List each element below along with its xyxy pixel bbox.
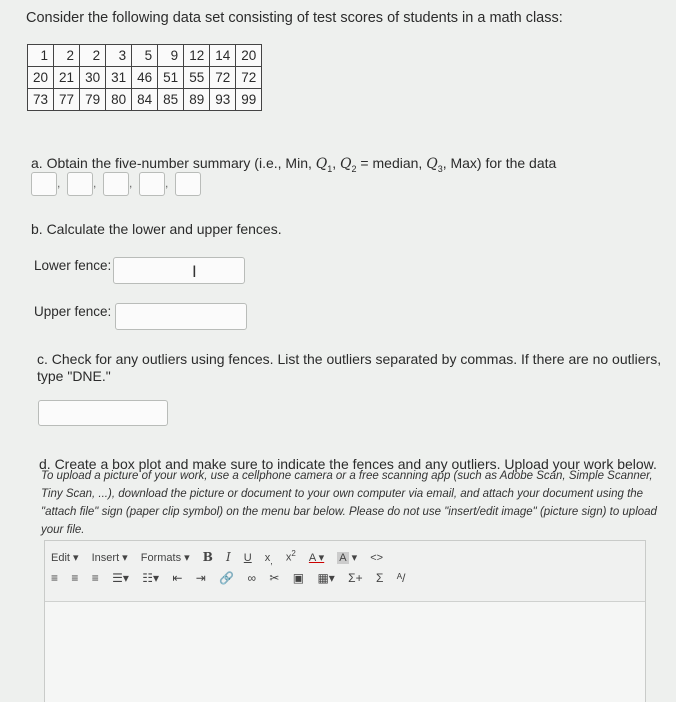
part-c-question: c. Check for any outliers using fences. List the outliers separated by commas. If there are no outliers, type "DNE." [37, 351, 662, 384]
table-cell: 3 [106, 45, 132, 67]
part-a-question: a. Obtain the five-number summary (i.e., Min, $Q_1$, $Q_2$ = median, $Q_3$, Max) for the data [31, 155, 557, 174]
highlight-color-icon[interactable]: A ▾ [339, 551, 358, 564]
format-bar [51, 571, 415, 585]
table-cell: 80 [106, 89, 132, 111]
table-cell: 20 [236, 45, 262, 67]
table-cell: 46 [132, 67, 158, 89]
table-cell: 84 [132, 89, 158, 111]
sigma-icon[interactable]: Σ [375, 571, 384, 585]
table-cell: 89 [184, 89, 210, 111]
bullet-list-icon[interactable]: ☰▾ [112, 571, 129, 585]
editor-content-area[interactable] [45, 601, 645, 702]
table-cell: 30 [80, 67, 106, 89]
table-cell: 20 [28, 67, 54, 89]
chemistry-icon[interactable]: ᴬ/ [396, 571, 406, 585]
table-cell: 21 [54, 67, 80, 89]
table-row [28, 67, 262, 89]
rich-text-editor [44, 540, 646, 702]
align-right-icon[interactable]: ≡ [91, 571, 99, 585]
align-left-icon[interactable]: ≡ [51, 571, 59, 585]
table-cell: 72 [236, 67, 262, 89]
table-row [28, 45, 262, 67]
table-cell: 99 [236, 89, 262, 111]
lower-fence-input[interactable] [113, 257, 245, 284]
table-icon[interactable]: ▦▾ [317, 571, 335, 585]
text-color-icon[interactable]: A ▾ [308, 551, 325, 564]
text-cursor-icon: I [192, 262, 197, 281]
table-cell: 31 [106, 67, 132, 89]
table-cell: 2 [54, 45, 80, 67]
upper-fence-input[interactable] [115, 303, 247, 330]
table-cell: 93 [210, 89, 236, 111]
subscript-icon[interactable]: $x_,$ [264, 551, 273, 566]
intro-text: Consider the following data set consisting of test scores of students in a math class: [26, 10, 563, 26]
table-row [28, 89, 262, 111]
insert-image-icon[interactable]: ▣ [292, 571, 305, 585]
bold-icon[interactable]: B [202, 549, 213, 564]
unlink-icon[interactable]: ✂ [269, 571, 280, 585]
menu-bar [51, 549, 393, 566]
part-b-question: b. Calculate the lower and upper fences. [31, 221, 282, 237]
edit-menu[interactable]: Edit ▾ [51, 551, 79, 564]
indent-icon[interactable]: ⇥ [195, 571, 206, 585]
formats-menu[interactable]: Formats ▾ [140, 551, 190, 564]
superscript-icon[interactable]: $x^2$ [285, 549, 296, 564]
part-d-question: d. Create a box plot and make sure to indicate the fences and any outliers. Upload your work below. [39, 456, 657, 472]
code-icon[interactable]: <> [370, 551, 384, 564]
upload-instructions: To upload a picture of your work, use a cellphone camera or a free scanning app (such as Adobe Scan, Simple Scanner, Tiny Scan, ...), download the picture or document to your own computer via email, and attach your document using the "attach file" sign (paper clip symbol) on the menu bar below. Please do not use "insert/edit image" (picture sign) to upload your file. [41, 470, 657, 536]
table-cell: 77 [54, 89, 80, 111]
table-cell: 72 [210, 67, 236, 89]
table-cell: 12 [184, 45, 210, 67]
outliers-input[interactable] [38, 400, 168, 426]
table-cell: 2 [80, 45, 106, 67]
numbered-list-icon[interactable]: ☷▾ [142, 571, 159, 585]
table-cell: 85 [158, 89, 184, 111]
lower-fence-label: Lower fence: [34, 258, 112, 273]
five-number-separators: , , , , [57, 176, 169, 190]
link-icon[interactable]: ∞ [247, 571, 256, 585]
table-cell: 9 [158, 45, 184, 67]
align-center-icon[interactable]: ≡ [71, 571, 79, 585]
table-cell: 51 [158, 67, 184, 89]
italic-icon[interactable]: I [225, 549, 231, 564]
table-cell: 14 [210, 45, 236, 67]
table-cell: 73 [28, 89, 54, 111]
table-cell: 55 [184, 67, 210, 89]
data-table [27, 44, 262, 111]
outdent-icon[interactable]: ⇤ [172, 571, 183, 585]
underline-icon[interactable]: U [243, 551, 252, 564]
table-cell: 5 [132, 45, 158, 67]
attach-file-icon[interactable]: 🔗 [219, 571, 235, 585]
upper-fence-label: Upper fence: [34, 304, 112, 319]
table-cell: 1 [28, 45, 54, 67]
insert-menu[interactable]: Insert ▾ [91, 551, 128, 564]
table-cell: 79 [80, 89, 106, 111]
equation-icon[interactable]: Σ+ [348, 571, 363, 585]
